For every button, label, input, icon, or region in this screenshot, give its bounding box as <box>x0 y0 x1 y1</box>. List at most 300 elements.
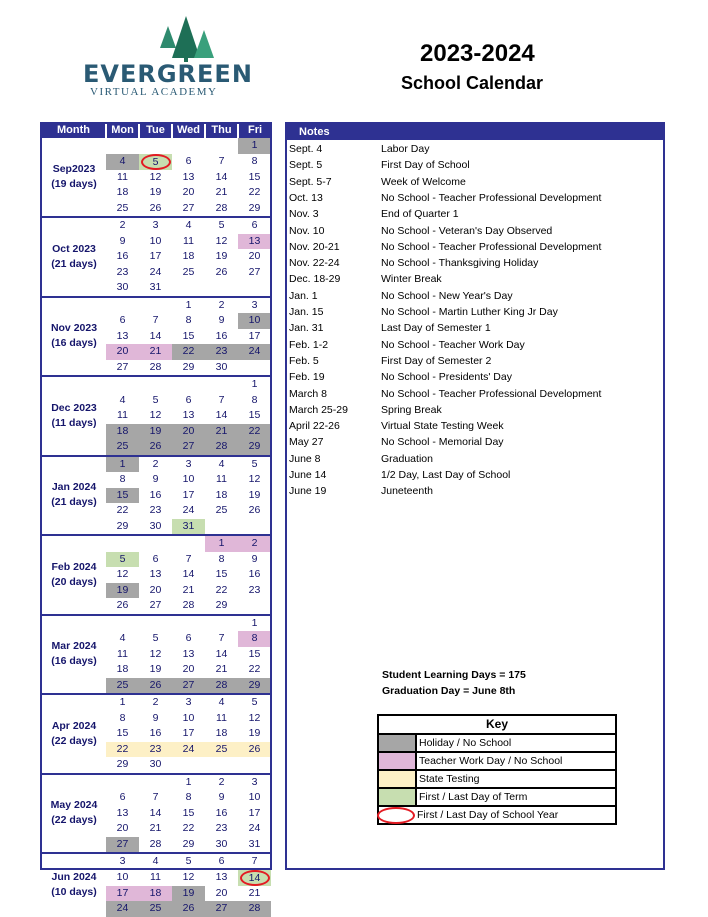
calendar-day: 15 <box>182 329 195 342</box>
calendar-day: 13 <box>182 409 195 422</box>
note-date: Jan. 31 <box>289 322 324 335</box>
calendar-day: 17 <box>248 806 261 819</box>
note-date: March 25-29 <box>289 403 348 416</box>
month-label <box>42 774 106 854</box>
calendar-day: 18 <box>139 886 172 902</box>
calendar-day: 22 <box>116 504 129 517</box>
month-name: Jan 2024 <box>51 481 97 494</box>
calendar-day: 13 <box>215 871 228 883</box>
note-text: 1/2 Day, Last Day of School <box>381 469 511 481</box>
calendar-day: 15 <box>215 568 228 581</box>
calendar-day: 5 <box>238 456 271 473</box>
calendar-day: 27 <box>172 439 205 456</box>
first-last-school-day-marker: 14 <box>240 870 270 886</box>
calendar-day: 4 <box>139 853 172 870</box>
calendar-day: 28 <box>149 837 162 850</box>
key-label: First / Last Day of Term <box>419 791 528 803</box>
calendar-day: 24 <box>238 344 271 360</box>
note-text: First Day of Semester 2 <box>381 354 492 367</box>
calendar-day: 21 <box>205 424 238 440</box>
calendar-day: 8 <box>251 155 258 167</box>
calendar-day: 27 <box>116 360 129 373</box>
note-text: Graduation <box>381 452 433 465</box>
month-name: Sep2023 <box>52 163 96 175</box>
calendar-day: 21 <box>182 583 195 596</box>
calendar-day: 20 <box>182 186 195 199</box>
calendar-day-empty <box>139 615 172 632</box>
calendar-day: 13 <box>182 647 195 660</box>
note-text: Week of Welcome <box>381 175 466 188</box>
calendar-day: 30 <box>215 360 228 373</box>
weekday-header-tue: Tue <box>139 122 172 138</box>
calendar-day: 6 <box>119 791 126 804</box>
month-name: Jun 2024 <box>51 871 97 884</box>
note-text: No School - Thanksgiving Holiday <box>381 257 539 270</box>
calendar-day: 11 <box>183 234 194 247</box>
calendar-day-empty <box>106 138 139 154</box>
calendar-day: 6 <box>185 632 192 645</box>
calendar-day: 28 <box>149 360 162 373</box>
calendar-day: 11 <box>117 647 128 660</box>
month-label <box>42 853 106 917</box>
calendar-day: 8 <box>251 393 258 406</box>
calendar-day: 9 <box>152 473 159 486</box>
calendar-day: 8 <box>218 552 225 565</box>
calendar-day: 10 <box>248 791 261 804</box>
calendar-day: 16 <box>248 568 261 581</box>
calendar-day-empty <box>172 280 205 297</box>
month-school-days: (10 days) <box>51 886 97 899</box>
calendar-day: 19 <box>248 727 261 740</box>
calendar-day: 18 <box>182 250 195 263</box>
notes-header: Notes <box>287 124 663 140</box>
calendar-day: 20 <box>106 344 139 360</box>
month-label <box>42 138 106 217</box>
calendar-day: 6 <box>238 217 271 234</box>
calendar-day-empty <box>139 774 172 791</box>
calendar-day: 25 <box>215 504 228 517</box>
calendar-day: 25 <box>116 201 129 214</box>
calendar-day: 27 <box>248 265 261 278</box>
calendar-day: 26 <box>215 265 228 278</box>
calendar-day: 15 <box>248 170 261 183</box>
calendar-day: 1 <box>106 456 139 473</box>
calendar-day: 18 <box>116 186 129 199</box>
calendar-day-empty <box>106 535 139 552</box>
calendar-day <box>139 154 172 170</box>
calendar-day: 24 <box>106 901 139 917</box>
calendar-day: 21 <box>149 822 162 835</box>
note-text: Juneteenth <box>381 485 433 498</box>
calendar-day: 3 <box>238 774 271 791</box>
month-label <box>42 297 106 377</box>
calendar-day: 22 <box>182 822 195 835</box>
note-date: Jan. 1 <box>289 289 318 302</box>
calendar-day: 1 <box>238 138 271 154</box>
calendar-day: 9 <box>218 791 225 804</box>
month-label <box>42 217 106 297</box>
calendar-day: 7 <box>152 314 159 327</box>
calendar-day: 21 <box>215 663 228 676</box>
key-item <box>379 753 615 771</box>
weekday-header-wed: Wed <box>172 122 205 138</box>
calendar-day: 2 <box>205 297 238 314</box>
note-date: Feb. 19 <box>289 371 325 384</box>
calendar-day: 13 <box>116 806 129 819</box>
calendar-day: 20 <box>172 424 205 440</box>
note-date: June 14 <box>289 469 327 481</box>
note-date: Sept. 5 <box>289 159 323 172</box>
calendar-day: 19 <box>172 886 205 902</box>
calendar-day: 8 <box>238 631 271 647</box>
calendar-day: 5 <box>172 853 205 870</box>
student-learning-days: Student Learning Days = 175 <box>382 669 526 681</box>
calendar-day: 3 <box>238 297 271 314</box>
note-date: Nov. 10 <box>289 224 325 237</box>
calendar-day: 17 <box>248 329 261 342</box>
calendar-day: 10 <box>238 313 271 329</box>
calendar-day-empty <box>172 376 205 393</box>
calendar-day: 24 <box>149 265 162 278</box>
calendar-day: 12 <box>215 234 228 247</box>
note-text: Spring Break <box>381 403 442 416</box>
note-text: No School - Teacher Professional Development <box>381 387 602 400</box>
calendar-day: 26 <box>139 439 172 456</box>
calendar-day: 11 <box>216 473 227 486</box>
calendar-day: 29 <box>215 599 228 612</box>
calendar-day: 12 <box>149 170 162 183</box>
calendar-day-empty <box>172 757 205 774</box>
calendar-day-empty <box>205 376 238 393</box>
calendar-day: 29 <box>116 758 129 771</box>
calendar-day: 26 <box>248 504 261 517</box>
calendar-week-row <box>42 297 271 314</box>
calendar-day: 7 <box>218 632 225 645</box>
calendar-day: 20 <box>215 886 228 899</box>
month-school-days: (19 days) <box>51 178 97 190</box>
logo-subtitle: VIRTUAL ACADEMY <box>90 86 218 98</box>
month-column-header: Month <box>42 122 106 138</box>
calendar-day: 17 <box>182 488 195 501</box>
calendar-day: 12 <box>149 409 162 422</box>
calendar-week-row <box>42 376 271 393</box>
note-date: Sept. 4 <box>289 143 323 155</box>
key-swatch <box>379 771 417 787</box>
calendar-day: 14 <box>215 647 228 660</box>
calendar-day: 20 <box>248 250 261 263</box>
calendar-day-empty <box>139 376 172 393</box>
calendar-day: 17 <box>182 727 195 740</box>
calendar-day: 23 <box>149 504 162 517</box>
calendar-day: 8 <box>185 314 192 327</box>
calendar-day: 6 <box>205 853 238 870</box>
calendar-day: 30 <box>116 281 129 294</box>
calendar-day: 6 <box>185 393 192 406</box>
note-date: June 19 <box>289 485 327 498</box>
calendar-day-empty <box>238 757 271 774</box>
calendar-day-empty <box>172 615 205 632</box>
calendar-day: 4 <box>172 217 205 234</box>
calendar-day-empty <box>139 297 172 314</box>
calendar-day: 8 <box>185 791 192 804</box>
calendar-day: 16 <box>116 250 129 263</box>
note-date: Nov. 3 <box>289 208 319 221</box>
note-text: No School - Veteran's Day Observed <box>381 224 553 237</box>
note-text: No School - Teacher Professional Development <box>381 240 602 253</box>
key-label: First / Last Day of School Year <box>417 809 559 821</box>
note-text: No School - Memorial Day <box>381 436 504 449</box>
key-label: Teacher Work Day / No School <box>419 755 563 767</box>
key-item <box>379 771 615 789</box>
calendar-day: 2 <box>139 456 172 473</box>
key-item <box>379 735 615 753</box>
calendar-day: 12 <box>248 711 261 724</box>
calendar-day: 24 <box>172 742 205 758</box>
calendar-day: 25 <box>106 439 139 456</box>
calendar-day-empty <box>205 757 238 774</box>
calendar-day: 9 <box>152 711 159 724</box>
calendar-day: 30 <box>149 758 162 771</box>
calendar-day: 17 <box>149 250 162 263</box>
calendar-day: 29 <box>248 201 261 214</box>
calendar-week-row <box>42 217 271 234</box>
calendar-day: 8 <box>119 711 126 724</box>
calendar-day: 27 <box>205 901 238 917</box>
note-date: Jan. 15 <box>289 306 324 318</box>
month-school-days: (22 days) <box>51 814 97 827</box>
calendar-day: 20 <box>149 583 162 596</box>
month-name: Oct 2023 <box>52 242 96 255</box>
calendar-day: 8 <box>119 473 126 486</box>
calendar-day: 3 <box>106 853 139 870</box>
calendar-day-empty <box>106 297 139 314</box>
calendar-day: 26 <box>172 901 205 917</box>
calendar-day: 12 <box>248 473 261 486</box>
calendar-day: 19 <box>139 424 172 440</box>
calendar-day-empty <box>205 280 238 297</box>
key-item <box>379 789 615 807</box>
calendar-day: 22 <box>106 742 139 758</box>
calendar-day-empty <box>205 138 238 154</box>
calendar-grid <box>42 122 271 917</box>
calendar-day: 4 <box>119 632 126 645</box>
calendar-day: 13 <box>238 234 271 250</box>
calendar-day-empty <box>139 138 172 154</box>
calendar-day: 7 <box>218 155 225 167</box>
month-name: Dec 2023 <box>51 401 97 414</box>
calendar-day: 11 <box>150 871 161 883</box>
calendar-day: 10 <box>182 711 195 724</box>
calendar-week-row <box>42 774 271 791</box>
calendar-day: 12 <box>116 568 129 581</box>
note-date: March 8 <box>289 387 327 400</box>
month-name: Nov 2023 <box>50 322 98 335</box>
calendar-body <box>42 138 271 917</box>
calendar-day: 11 <box>216 711 227 724</box>
note-text: Virtual State Testing Week <box>381 420 504 433</box>
red-circle-icon <box>377 807 415 824</box>
month-school-days: (22 days) <box>51 734 97 747</box>
calendar-day: 21 <box>215 186 228 199</box>
note-date: Nov. 20-21 <box>289 240 340 253</box>
calendar-day: 1 <box>205 535 238 552</box>
calendar-day: 4 <box>106 154 139 170</box>
note-date: Sept. 5-7 <box>289 175 332 188</box>
note-text: Winter Break <box>381 273 442 286</box>
calendar-day: 3 <box>172 456 205 473</box>
calendar-day: 28 <box>215 201 228 214</box>
key-swatch <box>379 735 417 751</box>
calendar-day-empty <box>106 615 139 632</box>
calendar-day-empty <box>205 615 238 632</box>
month-school-days: (21 days) <box>51 257 97 270</box>
calendar-day: 18 <box>116 663 129 676</box>
calendar-day: 27 <box>149 599 162 612</box>
calendar-week-row <box>42 853 271 870</box>
note-text: Labor Day <box>381 143 430 155</box>
calendar-day: 31 <box>149 281 162 294</box>
note-date: April 22-26 <box>289 420 340 433</box>
calendar-day: 2 <box>106 217 139 234</box>
calendar-day: 22 <box>248 663 261 676</box>
calendar-day: 23 <box>116 265 129 278</box>
month-label <box>42 694 106 774</box>
calendar-day-empty <box>238 280 271 297</box>
calendar-day: 6 <box>152 552 159 565</box>
calendar-day: 26 <box>149 201 162 214</box>
calendar-day: 22 <box>248 186 261 199</box>
key-swatch <box>379 789 417 805</box>
calendar-day: 24 <box>248 822 261 835</box>
calendar-day: 31 <box>172 519 205 536</box>
note-text: No School - Teacher Professional Development <box>381 191 602 204</box>
note-text: End of Quarter 1 <box>381 208 459 221</box>
calendar-day: 12 <box>182 871 195 883</box>
graduation-day: Graduation Day = June 8th <box>382 685 516 697</box>
month-school-days: (16 days) <box>51 337 97 350</box>
calendar-day: 28 <box>205 678 238 695</box>
calendar-day: 29 <box>182 837 195 850</box>
calendar-day: 4 <box>205 694 238 711</box>
calendar-day: 30 <box>215 837 228 850</box>
calendar-year-title: 2023-2024 <box>420 40 535 67</box>
calendar-day: 5 <box>106 552 139 568</box>
calendar-day: 14 <box>149 329 162 342</box>
key-label: Holiday / No School <box>419 737 512 749</box>
month-name: May 2024 <box>50 799 98 812</box>
calendar-day: 14 <box>182 568 195 581</box>
calendar-day: 3 <box>172 694 205 711</box>
month-label <box>42 535 106 615</box>
key-item <box>379 807 615 823</box>
calendar-day: 11 <box>117 170 128 183</box>
month-name: Mar 2024 <box>51 640 97 653</box>
month-label <box>42 456 106 536</box>
calendar-day: 27 <box>182 201 195 214</box>
logo-name: EVERGREEN <box>83 60 253 88</box>
calendar-key <box>377 714 617 825</box>
calendar-day: 29 <box>238 439 271 456</box>
calendar-day: 14 <box>215 170 228 183</box>
calendar-day: 18 <box>215 488 228 501</box>
calendar-day: 29 <box>238 678 271 695</box>
calendar-day: 19 <box>248 488 261 501</box>
calendar-day: 10 <box>149 234 162 247</box>
calendar-day: 23 <box>248 583 261 596</box>
month-name: Apr 2024 <box>51 719 97 732</box>
calendar-day: 2 <box>238 535 271 552</box>
month-school-days: (16 days) <box>51 655 97 668</box>
calendar-day: 25 <box>205 742 238 758</box>
calendar-day: 24 <box>182 504 195 517</box>
key-title: Key <box>379 716 615 735</box>
calendar-day: 23 <box>205 344 238 360</box>
first-last-school-day-marker: 5 <box>141 154 171 170</box>
note-text: No School - New Year's Day <box>381 289 513 302</box>
calendar-day: 10 <box>116 871 129 883</box>
calendar-day: 15 <box>248 647 261 660</box>
calendar-week-row <box>42 615 271 632</box>
calendar-day: 12 <box>149 647 162 660</box>
calendar-day: 7 <box>185 552 192 565</box>
calendar-day: 15 <box>182 806 195 819</box>
weekday-header-thu: Thu <box>205 122 238 138</box>
calendar-day: 31 <box>248 837 261 850</box>
calendar-day: 10 <box>182 473 195 486</box>
calendar-day: 26 <box>238 742 271 758</box>
calendar-day: 5 <box>152 393 159 406</box>
calendar-week-row <box>42 138 271 154</box>
note-date: June 8 <box>289 452 321 465</box>
calendar-day: 30 <box>149 519 162 532</box>
calendar-day-empty <box>106 774 139 791</box>
calendar-day: 5 <box>152 632 159 645</box>
month-school-days: (21 days) <box>51 496 97 509</box>
calendar-day: 29 <box>116 519 129 532</box>
calendar-day: 17 <box>106 886 139 902</box>
calendar-day: 19 <box>149 186 162 199</box>
calendar-day: 14 <box>149 806 162 819</box>
calendar-day: 23 <box>139 742 172 758</box>
calendar-subtitle: School Calendar <box>401 73 544 93</box>
calendar-day: 1 <box>172 774 205 791</box>
calendar-day: 7 <box>152 791 159 804</box>
month-label <box>42 615 106 695</box>
calendar-day: 15 <box>116 727 129 740</box>
calendar-day-empty <box>205 519 238 536</box>
calendar-day-empty <box>106 376 139 393</box>
calendar-day-empty <box>238 360 271 377</box>
calendar-day: 28 <box>182 599 195 612</box>
note-date: May 27 <box>289 436 324 449</box>
weekday-header-mon: Mon <box>106 122 139 138</box>
calendar-day: 14 <box>215 409 228 422</box>
calendar-day: 23 <box>215 822 228 835</box>
calendar-day: 1 <box>238 615 271 632</box>
calendar-day: 19 <box>106 583 139 599</box>
note-text: No School - Martin Luther King Jr Day <box>381 306 558 318</box>
calendar-day: 5 <box>238 694 271 711</box>
calendar-day: 16 <box>149 727 162 740</box>
calendar-week-row <box>42 456 271 473</box>
key-swatch <box>379 753 417 769</box>
calendar-day: 20 <box>116 822 129 835</box>
calendar-day-empty <box>139 535 172 552</box>
note-text: No School - Presidents' Day <box>381 371 512 384</box>
calendar-day: 27 <box>172 678 205 695</box>
calendar-day-empty <box>172 138 205 154</box>
note-text: Last Day of Semester 1 <box>381 322 491 335</box>
